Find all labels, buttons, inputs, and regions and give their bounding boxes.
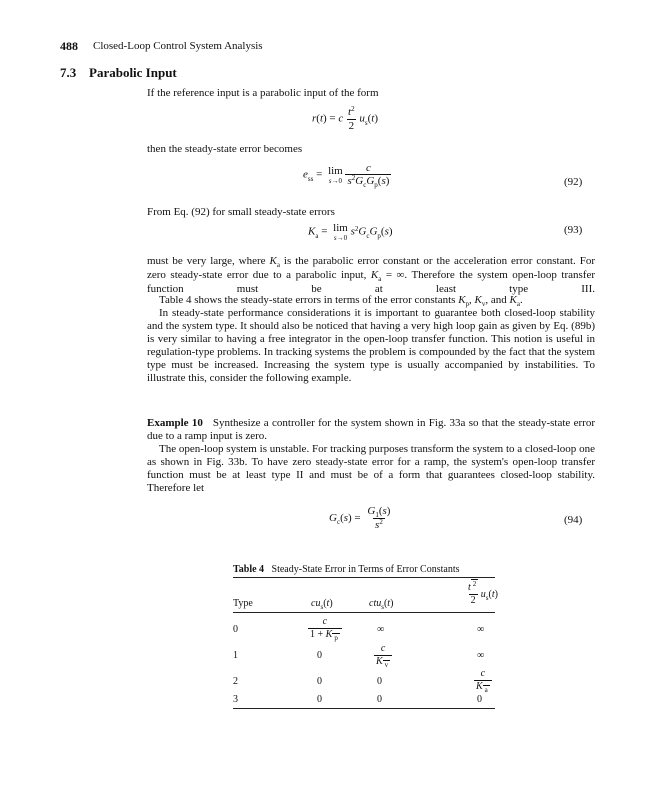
section-number: 7.3: [60, 65, 77, 80]
equation-94: $G_c(s)$ = $\frac{G_1(s)}{s^2}$: [329, 505, 391, 531]
paragraph-1: If the reference input is a parabolic input of the form: [147, 87, 379, 99]
table-header-ramp: ctu$_s$(t): [369, 598, 394, 611]
table-row-1-ramp: $\frac{c}{K _v}$: [374, 643, 392, 668]
running-title: Closed-Loop Control System Analysis: [93, 40, 263, 52]
table-caption: Table 4 Steady-State Error in Terms of Error Constants: [233, 564, 460, 575]
table-header-rule: [233, 612, 495, 613]
table-header-type: Type: [233, 598, 253, 609]
table-row-0-type: 0: [233, 624, 238, 635]
table-row-3-ramp: 0: [377, 694, 382, 705]
equation-number-92: (92): [564, 176, 583, 188]
equation-parabolic-input: r(t) = c $\frac{t^2}{2}$ $u_s(t)$: [312, 105, 378, 132]
table-row-1-step: 0: [317, 650, 322, 661]
table-bottom-rule: [233, 708, 495, 709]
table-top-rule: [233, 577, 495, 578]
example-10: Example 10 Synthesize a controller for the system shown in Fig. 33a so that the steady-state error due to a ramp input is zero.: [147, 417, 595, 442]
paragraph-2: then the steady-state error becomes: [147, 143, 303, 155]
example-label: Example 10: [147, 417, 203, 429]
table-row-3-type: 3: [233, 694, 238, 705]
paragraph-7: The open-loop system is unstable. For tracking purposes transform the system to a closed-loop one as shown in Fig. 33b. To have zero steady-state error for a ramp, the system's open-loop transfer function must be at least type II and must be of a form that guarantees closed-loop stability. Therefore let: [147, 443, 595, 494]
paragraph-5: Table 4 shows the steady-state errors in terms of the error constants $K_p$, $K_v$, and $K_a$.: [159, 294, 523, 308]
table-row-2-step: 0: [317, 676, 322, 687]
equation-number-94: (94): [564, 514, 583, 526]
table-row-1-type: 1: [233, 650, 238, 661]
equation-number-93: (93): [564, 224, 583, 236]
section-title: Parabolic Input: [89, 65, 177, 80]
equation-93: $K_a$ = lim s→0 $s^2G_cG_p(s)$: [308, 222, 393, 242]
table-header-parabola: $\frac{t ^2}{2}$ $u_s(t)$: [468, 580, 498, 606]
table-row-0-ramp: ∞: [377, 624, 385, 635]
table-row-0-parabola: ∞: [477, 624, 485, 635]
table-row-2-ramp: 0: [377, 676, 382, 687]
table-row-0-step: $\frac{c}{1 + K _p}$: [308, 616, 342, 641]
paragraph-6: In steady-state performance considerations it is important to guarantee both closed-loop stability and the system type. It should also be noticed that having a very high loop gain as given by Eq. (89b) is very similar to having a free integrator in the open-loop transfer function. This notion is useful in regulation-type problems. In tracking systems the problem is compounded by the fact that the system type must be increased. Increasing the system type is usually accompanied by instabilities. To illustrate this, consider the following example.: [147, 307, 595, 384]
table-row-2-type: 2: [233, 676, 238, 687]
table-header-step: $cu_s(t)$: [311, 598, 333, 611]
page-number: 488: [60, 39, 78, 53]
table-row-2-parabola: $\frac{c}{K _a}$: [474, 668, 492, 693]
table-row-3-parabola: 0: [477, 694, 482, 705]
paragraph-4: must be very large, where $K_a$ is the parabolic error constant or the acceleration error constant. For zero steady-state error due to a parabolic input, $K_a$ = ∞. Therefore the system open-loop transfer function must be at least type III.: [147, 255, 596, 295]
paragraph-3: From Eq. (92) for small steady-state errors: [147, 206, 335, 218]
table-row-3-step: 0: [317, 694, 322, 705]
table-row-1-parabola: ∞: [477, 650, 485, 661]
equation-92: $e_{ss}$ = lim s→0 $\frac{c}{s^2G_cG_p(s)}$: [303, 162, 390, 189]
